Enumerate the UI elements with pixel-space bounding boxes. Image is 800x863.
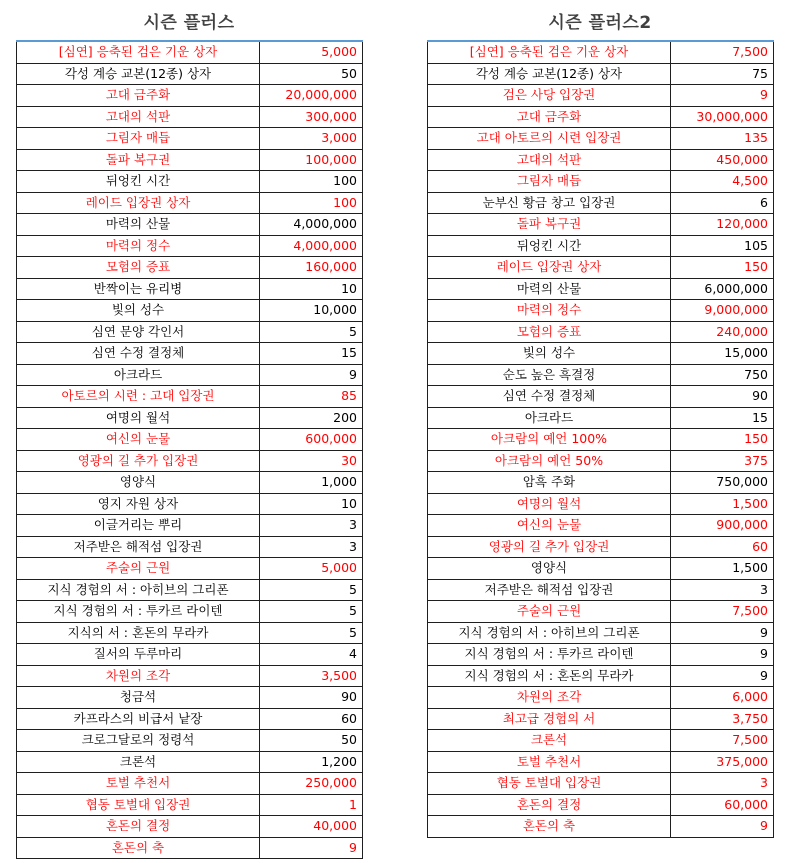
item-name-cell: 뒤엉킨 시간 [428, 235, 671, 257]
item-quantity-cell: 3 [260, 536, 363, 558]
item-name-cell: 지식 경험의 서 : 아히브의 그리폰 [428, 622, 671, 644]
table-row [17, 730, 363, 752]
item-quantity-cell: 90 [671, 386, 774, 408]
item-quantity-cell: 4,000,000 [260, 235, 363, 257]
item-name-cell: 저주받은 해적섬 입장권 [17, 536, 260, 558]
item-name-cell: 검은 사당 입장권 [428, 85, 671, 107]
item-name-cell: 협동 토벌대 입장권 [428, 773, 671, 795]
item-quantity-cell: 6,000 [671, 687, 774, 709]
item-name-cell: 마력의 정수 [17, 235, 260, 257]
table-row [428, 708, 774, 730]
item-name-cell: 모험의 증표 [428, 321, 671, 343]
season-plus-panel [16, 0, 362, 859]
item-name-cell: 지식 경험의 서 : 아히브의 그리폰 [17, 579, 260, 601]
item-name-cell: 마력의 산물 [428, 278, 671, 300]
table-row [428, 63, 774, 85]
table-row [17, 472, 363, 494]
item-quantity-cell: 900,000 [671, 515, 774, 537]
item-name-cell: 뒤엉킨 시간 [17, 171, 260, 193]
item-name-cell: 차원의 조각 [428, 687, 671, 709]
table-row [428, 773, 774, 795]
table-row [17, 63, 363, 85]
item-name-cell: 최고급 경험의 서 [428, 708, 671, 730]
table-row [17, 300, 363, 322]
table-row [17, 816, 363, 838]
item-quantity-cell: 1,500 [671, 558, 774, 580]
item-name-cell: 여명의 월석 [17, 407, 260, 429]
item-quantity-cell: 7,500 [671, 730, 774, 752]
table-row [428, 106, 774, 128]
table-row [17, 579, 363, 601]
item-quantity-cell: 9 [671, 85, 774, 107]
table-row [428, 171, 774, 193]
table-row [17, 429, 363, 451]
item-name-cell: [심연] 응축된 검은 기운 상자 [428, 41, 671, 63]
item-name-cell: 고대의 석판 [428, 149, 671, 171]
table-row [17, 751, 363, 773]
table-row [17, 85, 363, 107]
item-quantity-cell: 9,000,000 [671, 300, 774, 322]
table-row [17, 235, 363, 257]
item-quantity-cell: 30 [260, 450, 363, 472]
item-name-cell: 빛의 성수 [428, 343, 671, 365]
item-quantity-cell: 60 [260, 708, 363, 730]
item-name-cell: 그림자 매듭 [428, 171, 671, 193]
item-quantity-cell: 450,000 [671, 149, 774, 171]
item-quantity-cell: 15,000 [671, 343, 774, 365]
table-row [17, 214, 363, 236]
item-quantity-cell: 375 [671, 450, 774, 472]
table-row [428, 41, 774, 63]
table-row [17, 450, 363, 472]
table-row [17, 773, 363, 795]
item-name-cell: 크론석 [428, 730, 671, 752]
table-row [428, 278, 774, 300]
item-quantity-cell: 240,000 [671, 321, 774, 343]
item-name-cell: 영양식 [17, 472, 260, 494]
item-name-cell: 그림자 매듭 [17, 128, 260, 150]
table-row [17, 558, 363, 580]
table-row [428, 536, 774, 558]
item-name-cell: 각성 계승 교본(12종) 상자 [428, 63, 671, 85]
season-plus2-table [427, 40, 774, 838]
season-plus-title: 시즌 플러스 [143, 13, 235, 33]
table-row [428, 472, 774, 494]
item-quantity-cell: 7,500 [671, 601, 774, 623]
item-name-cell: 지식 경험의 서 : 혼돈의 무라카 [428, 665, 671, 687]
item-quantity-cell: 135 [671, 128, 774, 150]
table-row [17, 257, 363, 279]
table-row [428, 364, 774, 386]
item-name-cell: 저주받은 해적섬 입장권 [428, 579, 671, 601]
item-quantity-cell: 50 [260, 730, 363, 752]
item-name-cell: 영지 자원 상자 [17, 493, 260, 515]
table-row [428, 751, 774, 773]
item-quantity-cell: 100,000 [260, 149, 363, 171]
item-quantity-cell: 105 [671, 235, 774, 257]
item-name-cell: 아토르의 시련 : 고대 입장권 [17, 386, 260, 408]
table-row [428, 300, 774, 322]
item-quantity-cell: 9 [671, 644, 774, 666]
table-row [428, 214, 774, 236]
item-quantity-cell: 10,000 [260, 300, 363, 322]
item-name-cell: 고대 아토르의 시련 입장권 [428, 128, 671, 150]
item-name-cell: 고대 금주화 [428, 106, 671, 128]
table-row [428, 343, 774, 365]
table-row [17, 536, 363, 558]
item-quantity-cell: 9 [671, 816, 774, 838]
item-name-cell: 토벌 추천서 [428, 751, 671, 773]
item-name-cell: 지식 경험의 서 : 투카르 라이텐 [428, 644, 671, 666]
item-quantity-cell: 5 [260, 579, 363, 601]
item-quantity-cell: 3,000 [260, 128, 363, 150]
table-row [17, 644, 363, 666]
item-name-cell: 영양식 [428, 558, 671, 580]
table-row [17, 41, 363, 63]
season-plus2-title: 시즌 플러스2 [548, 13, 652, 33]
table-row [428, 622, 774, 644]
item-quantity-cell: 250,000 [260, 773, 363, 795]
item-name-cell: 여신의 눈물 [17, 429, 260, 451]
table-row [17, 515, 363, 537]
item-name-cell: 질서의 두루마리 [17, 644, 260, 666]
item-quantity-cell: 7,500 [671, 41, 774, 63]
table-row [17, 601, 363, 623]
item-quantity-cell: 750 [671, 364, 774, 386]
item-name-cell: 혼돈의 결정 [428, 794, 671, 816]
item-quantity-cell: 100 [260, 192, 363, 214]
item-name-cell: 눈부신 황금 창고 입장권 [428, 192, 671, 214]
item-name-cell: 모험의 증표 [17, 257, 260, 279]
item-name-cell: 청금석 [17, 687, 260, 709]
table-row [17, 106, 363, 128]
item-quantity-cell: 1 [260, 794, 363, 816]
table-row [17, 665, 363, 687]
item-quantity-cell: 600,000 [260, 429, 363, 451]
table-row [428, 192, 774, 214]
item-quantity-cell: 4,500 [671, 171, 774, 193]
table-row [428, 386, 774, 408]
item-name-cell: 고대의 석판 [17, 106, 260, 128]
item-quantity-cell: 150 [671, 257, 774, 279]
item-name-cell: 아크라드 [17, 364, 260, 386]
item-name-cell: 혼돈의 결정 [17, 816, 260, 838]
item-name-cell: 영광의 길 추가 입장권 [428, 536, 671, 558]
item-name-cell: 마력의 산물 [17, 214, 260, 236]
item-quantity-cell: 40,000 [260, 816, 363, 838]
item-name-cell: 여신의 눈물 [428, 515, 671, 537]
item-quantity-cell: 15 [260, 343, 363, 365]
table-row [428, 644, 774, 666]
table-row [428, 515, 774, 537]
item-quantity-cell: 100 [260, 171, 363, 193]
table-row [428, 85, 774, 107]
table-row [428, 816, 774, 838]
item-name-cell: 혼돈의 축 [428, 816, 671, 838]
table-row [428, 558, 774, 580]
item-quantity-cell: 9 [260, 364, 363, 386]
season-plus-table [16, 40, 363, 859]
item-quantity-cell: 15 [671, 407, 774, 429]
item-quantity-cell: 60 [671, 536, 774, 558]
item-quantity-cell: 1,000 [260, 472, 363, 494]
item-quantity-cell: 3 [671, 579, 774, 601]
item-name-cell: 순도 높은 흑결정 [428, 364, 671, 386]
season-plus-table-body [17, 41, 363, 859]
table-row [17, 708, 363, 730]
item-quantity-cell: 5,000 [260, 41, 363, 63]
table-row [428, 579, 774, 601]
item-name-cell: 카프라스의 비급서 낱장 [17, 708, 260, 730]
item-name-cell: 돌파 복구권 [17, 149, 260, 171]
table-row [428, 235, 774, 257]
item-quantity-cell: 3 [671, 773, 774, 795]
item-name-cell: 마력의 정수 [428, 300, 671, 322]
item-quantity-cell: 20,000,000 [260, 85, 363, 107]
table-row [428, 257, 774, 279]
item-quantity-cell: 375,000 [671, 751, 774, 773]
item-quantity-cell: 3,500 [260, 665, 363, 687]
item-name-cell: 레이드 입장권 상자 [428, 257, 671, 279]
table-row [428, 149, 774, 171]
item-name-cell: 암흑 주화 [428, 472, 671, 494]
table-row [428, 128, 774, 150]
item-name-cell: 혼돈의 축 [17, 837, 260, 859]
item-name-cell: 협동 토벌대 입장권 [17, 794, 260, 816]
item-quantity-cell: 1,500 [671, 493, 774, 515]
item-quantity-cell: 10 [260, 278, 363, 300]
item-quantity-cell: 5 [260, 321, 363, 343]
table-row [17, 837, 363, 859]
item-name-cell: [심연] 응축된 검은 기운 상자 [17, 41, 260, 63]
item-quantity-cell: 10 [260, 493, 363, 515]
item-name-cell: 주술의 근원 [428, 601, 671, 623]
table-row [428, 794, 774, 816]
table-row [17, 386, 363, 408]
item-quantity-cell: 750,000 [671, 472, 774, 494]
item-name-cell: 크론석 [17, 751, 260, 773]
table-row [17, 171, 363, 193]
item-name-cell: 지식 경험의 서 : 투카르 라이텐 [17, 601, 260, 623]
item-name-cell: 영광의 길 추가 입장권 [17, 450, 260, 472]
item-name-cell: 빛의 성수 [17, 300, 260, 322]
table-row [428, 730, 774, 752]
table-row [17, 622, 363, 644]
item-name-cell: 아크라드 [428, 407, 671, 429]
table-row [428, 321, 774, 343]
item-quantity-cell: 75 [671, 63, 774, 85]
item-quantity-cell: 6,000,000 [671, 278, 774, 300]
item-name-cell: 여명의 월석 [428, 493, 671, 515]
season-plus2-table-body [428, 41, 774, 837]
table-row [17, 794, 363, 816]
item-name-cell: 크로그달로의 정령석 [17, 730, 260, 752]
item-name-cell: 각성 계승 교본(12종) 상자 [17, 63, 260, 85]
table-row [17, 343, 363, 365]
table-row [428, 601, 774, 623]
item-quantity-cell: 50 [260, 63, 363, 85]
item-name-cell: 지식의 서 : 혼돈의 무라카 [17, 622, 260, 644]
item-quantity-cell: 9 [671, 622, 774, 644]
item-name-cell: 주술의 근원 [17, 558, 260, 580]
table-row [17, 192, 363, 214]
item-quantity-cell: 6 [671, 192, 774, 214]
table-row [17, 278, 363, 300]
table-row [428, 687, 774, 709]
item-name-cell: 심연 수정 결정체 [17, 343, 260, 365]
item-quantity-cell: 1,200 [260, 751, 363, 773]
item-quantity-cell: 9 [260, 837, 363, 859]
item-quantity-cell: 200 [260, 407, 363, 429]
item-name-cell: 고대 금주화 [17, 85, 260, 107]
item-quantity-cell: 9 [671, 665, 774, 687]
item-quantity-cell: 90 [260, 687, 363, 709]
table-row [17, 687, 363, 709]
item-quantity-cell: 120,000 [671, 214, 774, 236]
table-row [428, 429, 774, 451]
table-row [17, 493, 363, 515]
table-row [17, 149, 363, 171]
item-name-cell: 심연 문양 각인서 [17, 321, 260, 343]
item-quantity-cell: 4 [260, 644, 363, 666]
item-quantity-cell: 160,000 [260, 257, 363, 279]
item-quantity-cell: 5 [260, 622, 363, 644]
item-name-cell: 심연 수정 결정체 [428, 386, 671, 408]
table-row [17, 128, 363, 150]
table-row [17, 321, 363, 343]
table-row [428, 407, 774, 429]
item-name-cell: 반짝이는 유리병 [17, 278, 260, 300]
item-quantity-cell: 5 [260, 601, 363, 623]
item-quantity-cell: 300,000 [260, 106, 363, 128]
item-name-cell: 토벌 추천서 [17, 773, 260, 795]
item-quantity-cell: 30,000,000 [671, 106, 774, 128]
item-name-cell: 차원의 조각 [17, 665, 260, 687]
table-row [428, 665, 774, 687]
table-row [17, 364, 363, 386]
item-quantity-cell: 5,000 [260, 558, 363, 580]
item-quantity-cell: 85 [260, 386, 363, 408]
table-row [17, 407, 363, 429]
item-name-cell: 돌파 복구권 [428, 214, 671, 236]
item-quantity-cell: 4,000,000 [260, 214, 363, 236]
item-name-cell: 레이드 입장권 상자 [17, 192, 260, 214]
table-row [428, 493, 774, 515]
item-quantity-cell: 60,000 [671, 794, 774, 816]
item-quantity-cell: 3 [260, 515, 363, 537]
item-name-cell: 아크람의 예언 100% [428, 429, 671, 451]
item-quantity-cell: 150 [671, 429, 774, 451]
item-name-cell: 이글거리는 뿌리 [17, 515, 260, 537]
item-quantity-cell: 3,750 [671, 708, 774, 730]
table-row [428, 450, 774, 472]
season-plus2-panel [427, 0, 773, 838]
item-name-cell: 아크람의 예언 50% [428, 450, 671, 472]
